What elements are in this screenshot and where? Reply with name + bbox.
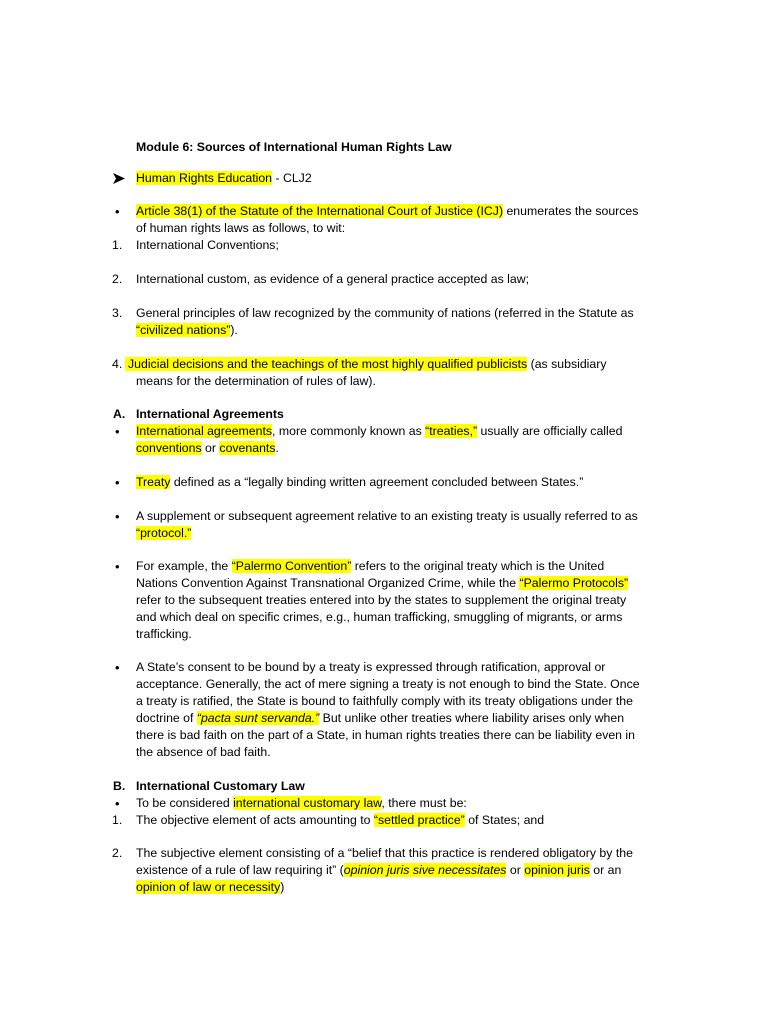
treaty-definition: Treaty defined as a “legally binding written agreement concluded between States.”	[136, 475, 584, 489]
section-marker: A.	[113, 407, 126, 421]
list-number: 2.	[112, 272, 123, 286]
source-3-line-2: “civilized nations”).	[136, 323, 238, 337]
subjective-line-1: The subjective element consisting of a “belief that this practice is rendered obligatory by the	[136, 846, 633, 860]
arrow-bullet-icon	[112, 170, 126, 187]
list-number: 1.	[112, 238, 123, 252]
bullet-marker: •	[115, 660, 120, 675]
bullet-marker: •	[115, 204, 120, 219]
bullet-marker: •	[115, 559, 120, 574]
consent-line-5: there is bad faith on the part of a State, in human rights treaties there can be liability even in	[136, 728, 636, 742]
course-name: Human Rights Education	[136, 171, 273, 185]
palermo-line-4: and which deal on specific crimes, e.g., human trafficking, smuggling of migrants, or arms	[136, 610, 623, 624]
section-marker: B.	[113, 779, 126, 793]
course-line: Human Rights Education - CLJ2	[136, 171, 312, 185]
consent-line-1: A State’s consent to be bound by a treaty is expressed through ratification, approval or	[136, 660, 606, 674]
list-number: 2.	[112, 846, 123, 860]
agreements-line-2: conventions or covenants.	[136, 441, 279, 455]
source-4-line-1: Judicial decisions and the teachings of the most highly qualified publicists (as subsidiary	[125, 356, 606, 373]
protocol-line-1: A supplement or subsequent agreement relative to an existing treaty is usually referred to as	[136, 509, 638, 523]
source-1: International Conventions;	[136, 238, 279, 252]
agreements-line-1: International agreements, more commonly known as “treaties,” usually are officially called	[136, 424, 623, 438]
section-a-heading: International Agreements	[136, 407, 284, 421]
bullet-marker: •	[115, 509, 120, 524]
bullet-marker: •	[115, 424, 120, 439]
subjective-line-2: existence of a rule of law requiring it” (opinion juris sive necessitates or opinion juris or an	[136, 863, 622, 877]
consent-line-6: the absence of bad faith.	[136, 745, 271, 759]
consent-line-3: a treaty is ratified, the State is bound to faithfully comply with its treaty obligations under the	[136, 694, 633, 708]
consent-line-2: acceptance. Generally, the act of mere signing a treaty is not enough to bind the State. Once	[136, 677, 640, 691]
objective-element: The objective element of acts amounting to “settled practice” of States; and	[136, 813, 545, 827]
list-number: 3.	[112, 306, 123, 320]
source-3-line-1: General principles of law recognized by the community of nations (referred in the Statute as	[136, 306, 634, 320]
intro-line-1: Article 38(1) of the Statute of the International Court of Justice (ICJ) enumerates the sources	[136, 204, 639, 218]
list-number: 1.	[112, 813, 123, 827]
intro-line-2: of human rights laws as follows, to wit:	[136, 221, 346, 235]
customary-intro: To be considered international customary law, there must be:	[136, 796, 467, 810]
source-2: International custom, as evidence of a general practice accepted as law;	[136, 272, 530, 286]
consent-line-4: doctrine of “pacta sunt servanda.” But unlike other treaties where liability arises only when	[136, 711, 625, 725]
palermo-line-2: Nations Convention Against Transnational Organized Crime, while the “Palermo Protocols”	[136, 576, 629, 590]
section-b-heading: International Customary Law	[136, 779, 305, 793]
protocol-line-2: “protocol.”	[136, 526, 192, 540]
source-4-line-2: means for the determination of rules of law).	[136, 374, 376, 388]
list-number: 4.	[112, 357, 123, 371]
subjective-line-3: opinion of law or necessity)	[136, 880, 285, 894]
palermo-line-5: trafficking.	[136, 627, 192, 641]
bullet-marker: •	[115, 796, 120, 811]
palermo-line-1: For example, the “Palermo Convention” refers to the original treaty which is the United	[136, 559, 605, 573]
palermo-line-3: refer to the subsequent treaties entered into by the states to supplement the original treaty	[136, 593, 627, 607]
bullet-marker: •	[115, 475, 120, 490]
module-title: Module 6: Sources of International Human Rights Law	[136, 140, 452, 154]
